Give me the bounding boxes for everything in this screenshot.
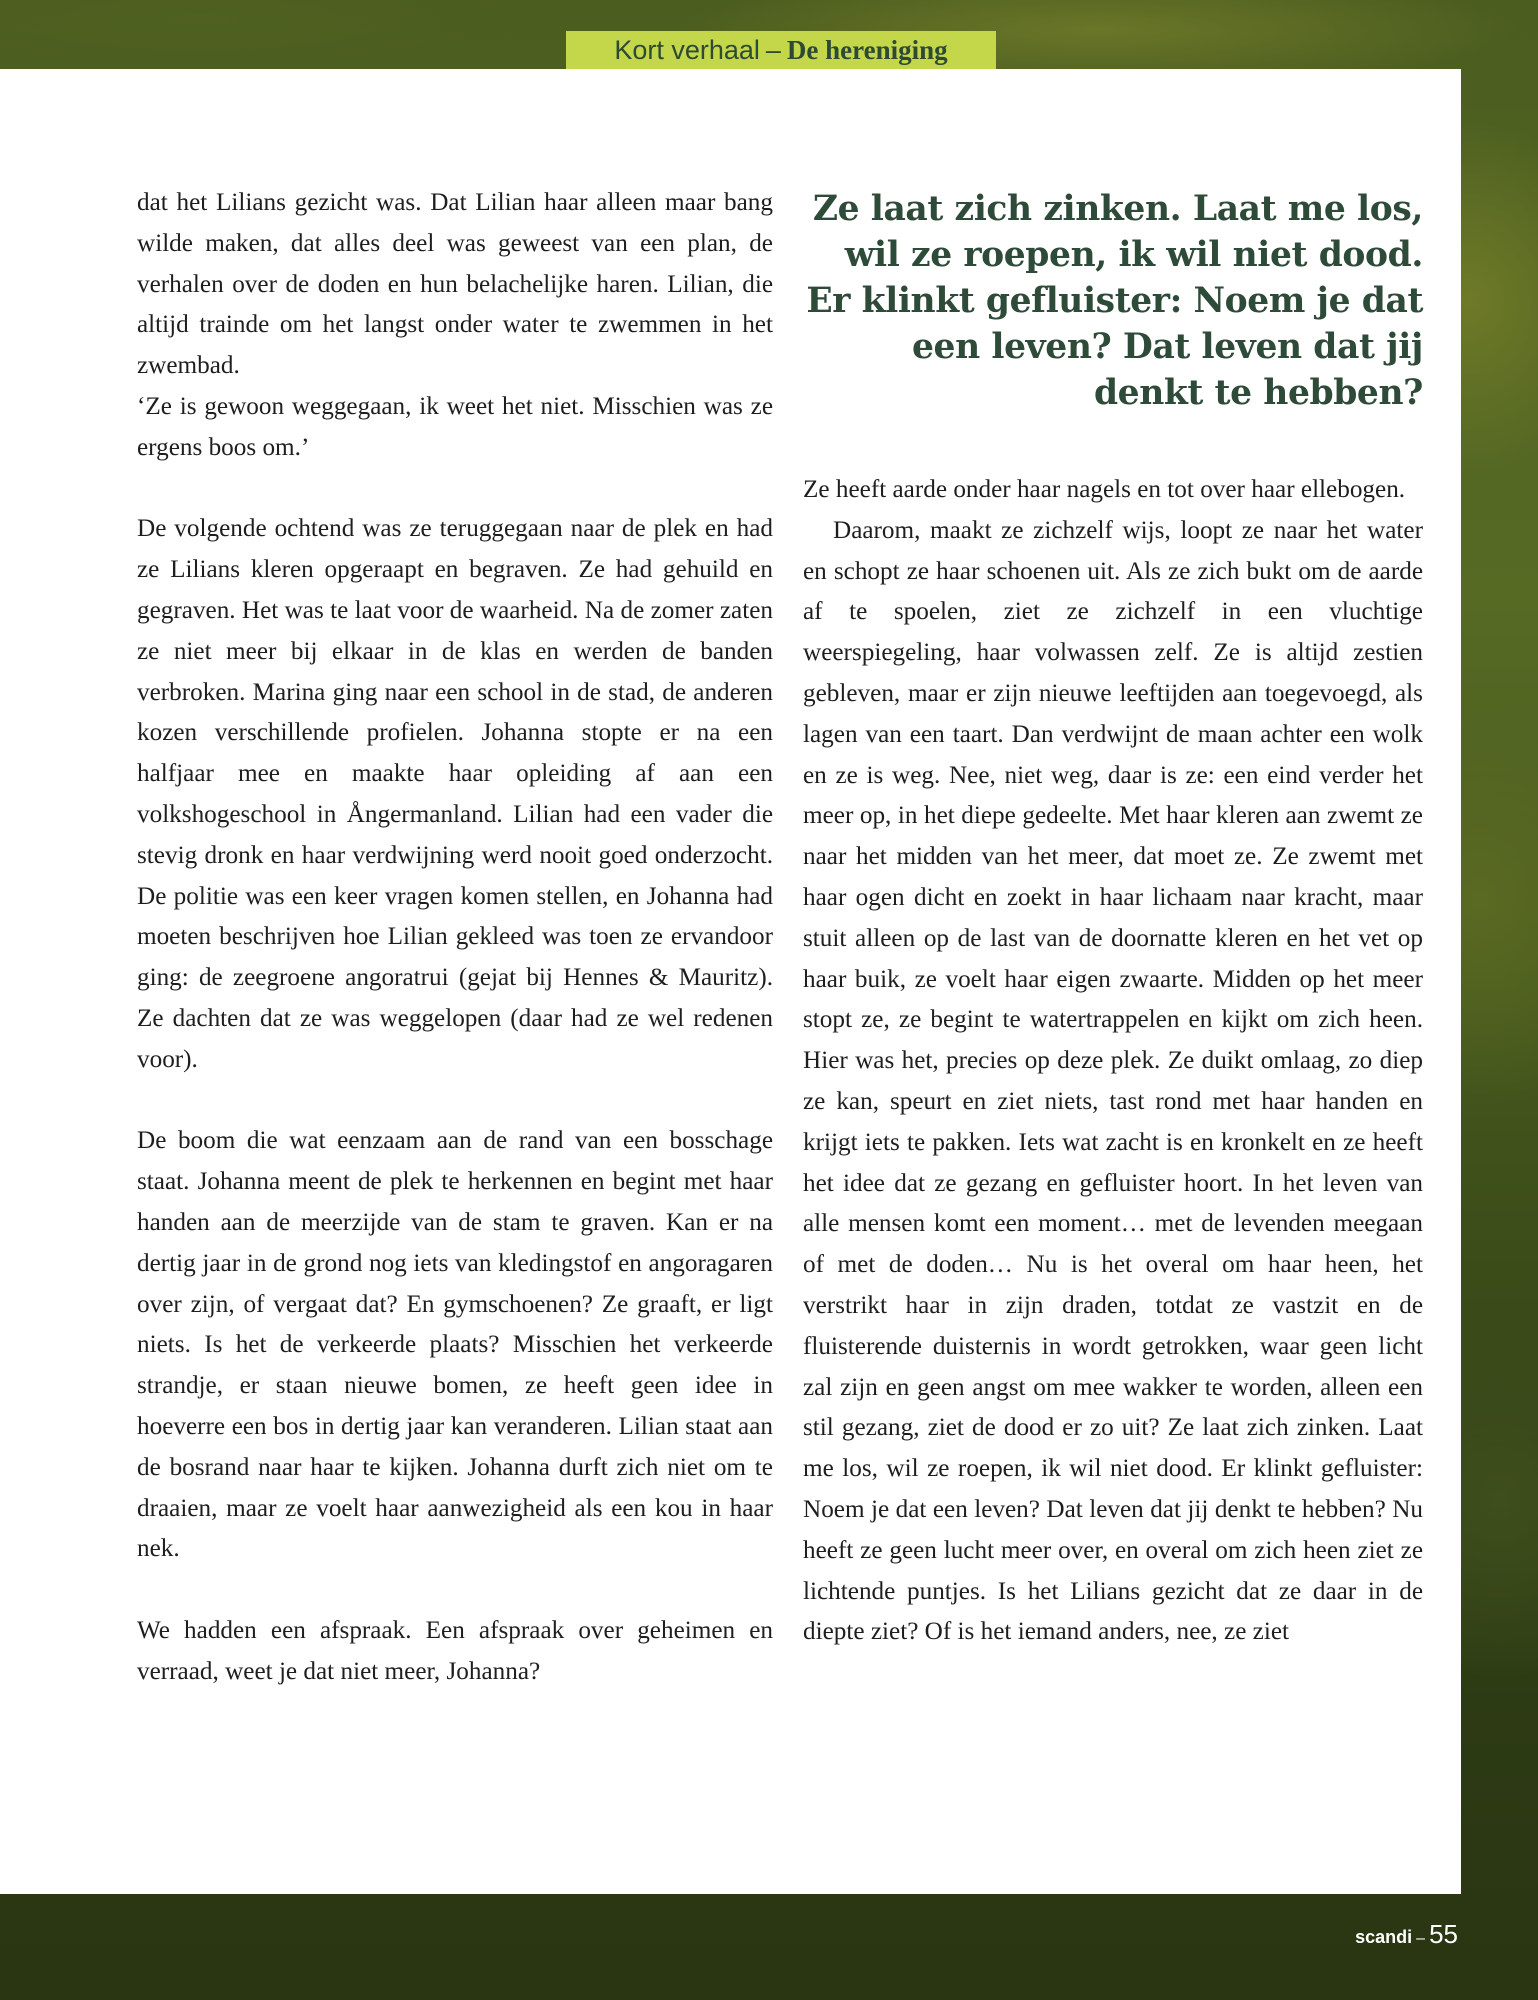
section-separator: – <box>765 35 781 65</box>
body-paragraph: ‘Ze is gewoon weggegaan, ik weet het niet. Misschien was ze ergens boos om.’ <box>137 392 773 461</box>
right-text-column <box>803 470 1423 1653</box>
body-paragraph: De volgende ochtend was ze teruggegaan naar de plek en had ze Lilians kleren opgeraapt en begraven. Ze had gehuild en gegraven. Het was te laat voor de waarheid. Na de zomer zaten ze niet meer bij elkaar in de klas en werden de banden verbroken. Marina ging naar een school in de stad, de anderen kozen verschillende profielen. Johanna stopte er na een halfjaar mee en maakte haar opleiding af aan een volkshogeschool in Ångermanland. Lilian had een vader die stevig dronk en haar verdwijning werd nooit goed onderzocht. De politie was een keer vragen komen stellen, en Johanna had moeten beschrijven hoe Lilian gekleed was toen ze ervandoor ging: de zeegroene angoratrui (gejat bij Hennes & Mauritz). Ze dachten dat ze was weggelopen (daar had ze wel redenen voor). <box>137 515 773 1073</box>
pull-quote: Ze laat zich zinken. Laat me los, wil ze roepen, ik wil niet dood. Er klinkt gefluister: Noem je dat een leven? Dat leven dat jij denkt te hebben? <box>806 189 1423 413</box>
page-footer <box>1355 1919 1458 1950</box>
body-paragraph: De boom die wat eenzaam aan de rand van een bosschage staat. Johanna meent de plek te herkennen en begint met haar handen aan de meerzijde van de stam te graven. Kan er na dertig jaar in de grond nog iets van kledingstof en angoragaren over zijn, of vergaat dat? En gymschoenen? Ze graaft, er ligt niets. Is het de verkeerde plaats? Misschien het verkeerde strandje, er staan nieuwe bomen, ze heeft geen idee in hoeverre een bos in dertig jaar kan veranderen. Lilian staat aan de bosrand naar haar te kijken. Johanna durft zich niet om te draaien, maar ze voelt haar aanwezigheid als een kou in haar nek. <box>137 1127 773 1563</box>
section-header-tag <box>566 31 996 69</box>
section-label: Kort verhaal <box>614 35 760 65</box>
body-paragraph: dat het Lilians gezicht was. Dat Lilian haar alleen maar bang wilde maken, dat alles deel was geweest van een plan, de verhalen over de doden en hun belachelijke haren. Lilian, die altijd trainde om het langst onder water te zwemmen in het zwembad. <box>137 189 773 380</box>
body-paragraph: Daarom, maakt ze zichzelf wijs, loopt ze naar het water en schopt ze haar schoenen uit. Als ze zich bukt om de aarde af te spoelen, ziet ze zichzelf in een vluchtige weerspiegeling, haar volwassen zelf. Ze is altijd zestien gebleven, maar er zijn nieuwe leeftijden aan toegevoegd, als lagen van een taart. Dan verdwijnt de maan achter een wolk en ze is weg. Nee, niet weg, daar is ze: een eind verder het meer op, in het diepe gedeelte. Met haar kleren aan zwemt ze naar het midden van het meer, dat moet ze. Ze zwemt met haar ogen dicht en zoekt in haar lichaam naar kracht, maar stuit alleen op de last van de doornatte kleren en het vet op haar buik, ze voelt haar eigen zwaarte. Midden op het meer stopt ze, ze begint te watertrappelen en kijkt om zich heen. Hier was het, precies op deze plek. Ze duikt omlaag, zo diep ze kan, speurt en ziet niets, tast rond met haar handen en krijgt iets te pakken. Iets wat zacht is en kronkelt en ze heeft het idee dat ze gezang en gefluister hoort. In het leven van alle mensen komt een moment… met de levenden meegaan of met de doden… Nu is het overal om haar heen, het verstrikt haar in zijn draden, totdat ze vastzit en de fluisterende duisternis in wordt getrokken, waar geen licht zal zijn en geen angst om mee wakker te worden, alleen een stil gezang, ziet de dood er zo uit? Ze laat zich zinken. Laat me los, wil ze roepen, ik wil niet dood. Er klinkt gefluister: Noem je dat een leven? Dat leven dat jij denkt te hebben? Nu heeft ze geen lucht meer over, en overal om zich heen ziet ze lichtende puntjes. Is het Lilians gezicht dat ze daar in de diepte ziet? Of is het iemand anders, nee, ze ziet <box>803 516 1423 1646</box>
left-text-column <box>137 183 773 1692</box>
footer-separator: – <box>1416 1930 1426 1947</box>
body-paragraph: Ze heeft aarde onder haar nagels en tot over haar ellebogen. <box>803 476 1406 503</box>
page-number: 55 <box>1429 1919 1458 1949</box>
body-paragraph: We hadden een afspraak. Een afspraak over geheimen en verraad, weet je dat niet meer, Johanna? <box>137 1616 773 1685</box>
magazine-brand: scandi <box>1355 1927 1413 1947</box>
story-title: De hereniging <box>786 35 948 65</box>
